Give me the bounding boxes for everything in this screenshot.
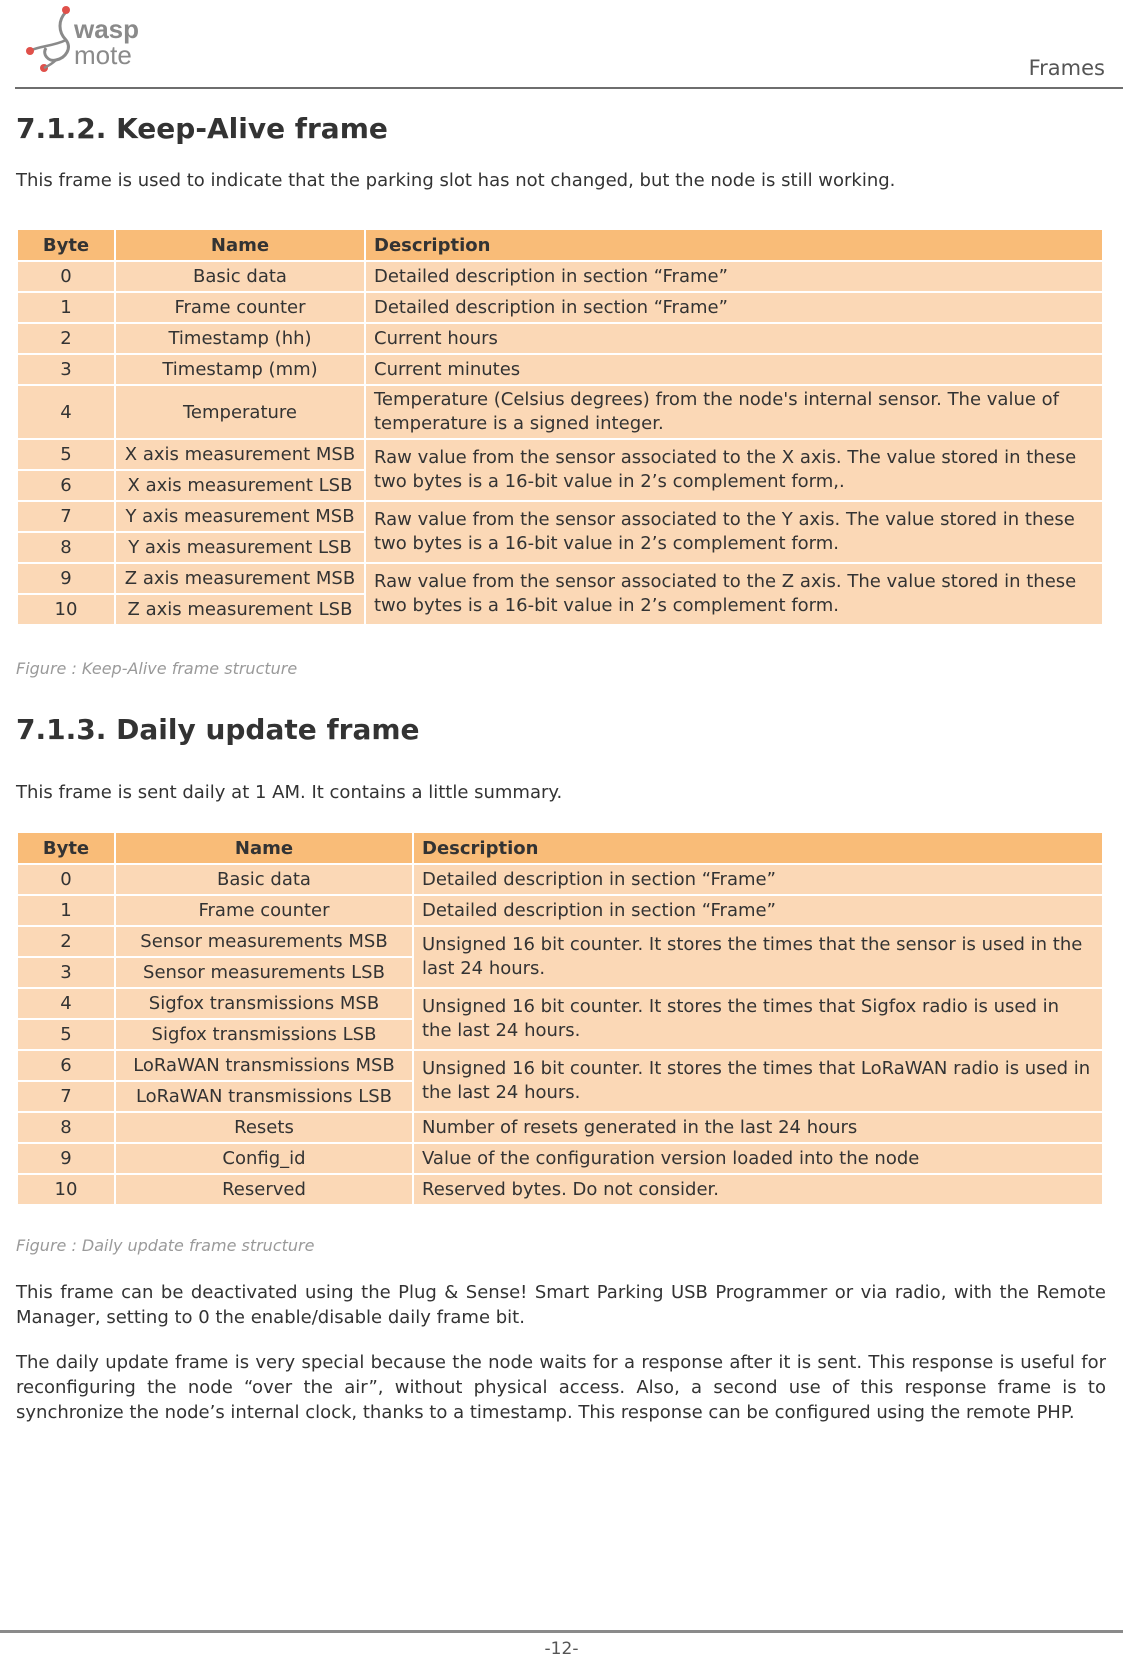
byte-cell: 3 <box>17 957 115 988</box>
page-number: -12- <box>544 1639 579 1659</box>
table-row <box>17 439 1103 470</box>
name-cell: LoRaWAN transmissions MSB <box>115 1050 413 1081</box>
byte-cell: 5 <box>17 439 115 470</box>
table-row <box>17 1143 1103 1174</box>
description-cell: Raw value from the sensor associated to the Z axis. The value stored in these two bytes is a 16-bit value in 2’s complement form. <box>365 563 1103 625</box>
byte-cell: 9 <box>17 563 115 594</box>
column-header-byte: Byte <box>17 229 115 261</box>
column-header-description: Description <box>413 832 1103 864</box>
byte-cell: 7 <box>17 1081 115 1112</box>
table-header-row <box>17 229 1103 261</box>
logo-text-bottom: mote <box>74 40 132 70</box>
table-row <box>17 354 1103 385</box>
name-cell: Frame counter <box>115 292 365 323</box>
name-cell: Sensor measurements MSB <box>115 926 413 957</box>
name-cell: Config_id <box>115 1143 413 1174</box>
description-cell: Detailed description in section “Frame” <box>413 895 1103 926</box>
daily-update-heading: 7.1.3. Daily update frame <box>16 713 420 746</box>
byte-cell: 0 <box>17 864 115 895</box>
table-row <box>17 1050 1103 1081</box>
name-cell: X axis measurement MSB <box>115 439 365 470</box>
table-row <box>17 292 1103 323</box>
column-header-name: Name <box>115 832 413 864</box>
name-cell: Timestamp (mm) <box>115 354 365 385</box>
name-cell: Sensor measurements LSB <box>115 957 413 988</box>
byte-cell: 2 <box>17 926 115 957</box>
header-divider <box>15 87 1123 89</box>
name-cell: Frame counter <box>115 895 413 926</box>
description-cell: Current minutes <box>365 354 1103 385</box>
daily-update-caption: Figure : Daily update frame structure <box>16 1236 315 1255</box>
description-cell: Reserved bytes. Do not consider. <box>413 1174 1103 1205</box>
daily-update-table <box>16 831 1104 1206</box>
description-cell: Number of resets generated in the last 24 hours <box>413 1112 1103 1143</box>
response-paragraph: The daily update frame is very special because the node waits for a response after it is sent. This response is useful for reconfiguring the node “over the air”, without physical access. Also, a second use of this response frame is to synchronize the node’s internal clock, thanks to a timestamp. This response can be configured using the remote PHP. <box>16 1352 1106 1423</box>
byte-cell: 5 <box>17 1019 115 1050</box>
byte-cell: 10 <box>17 1174 115 1205</box>
table-row <box>17 323 1103 354</box>
table-row <box>17 988 1103 1019</box>
name-cell: Z axis measurement LSB <box>115 594 365 625</box>
byte-cell: 9 <box>17 1143 115 1174</box>
description-cell: Raw value from the sensor associated to the X axis. The value stored in these two bytes is a 16-bit value in 2’s complement form,. <box>365 439 1103 501</box>
description-cell: Detailed description in section “Frame” <box>365 292 1103 323</box>
description-cell: Current hours <box>365 323 1103 354</box>
column-header-name: Name <box>115 229 365 261</box>
keep-alive-intro: This frame is used to indicate that the parking slot has not changed, but the node is still working. <box>16 170 896 191</box>
table-row <box>17 261 1103 292</box>
name-cell: LoRaWAN transmissions LSB <box>115 1081 413 1112</box>
name-cell: Y axis measurement MSB <box>115 501 365 532</box>
byte-cell: 1 <box>17 895 115 926</box>
table-row <box>17 926 1103 957</box>
waspmote-logo <box>14 2 184 80</box>
name-cell: Z axis measurement MSB <box>115 563 365 594</box>
byte-cell: 3 <box>17 354 115 385</box>
byte-cell: 0 <box>17 261 115 292</box>
table-row <box>17 385 1103 439</box>
description-cell: Unsigned 16 bit counter. It stores the times that Sigfox radio is used in the last 24 hours. <box>413 988 1103 1050</box>
name-cell: X axis measurement LSB <box>115 470 365 501</box>
byte-cell: 6 <box>17 470 115 501</box>
name-cell: Reserved <box>115 1174 413 1205</box>
name-cell: Basic data <box>115 864 413 895</box>
byte-cell: 4 <box>17 988 115 1019</box>
table-header-row <box>17 832 1103 864</box>
byte-cell: 10 <box>17 594 115 625</box>
byte-cell: 8 <box>17 1112 115 1143</box>
name-cell: Y axis measurement LSB <box>115 532 365 563</box>
description-cell: Unsigned 16 bit counter. It stores the times that the sensor is used in the last 24 hours. <box>413 926 1103 988</box>
name-cell: Resets <box>115 1112 413 1143</box>
table-row <box>17 1174 1103 1205</box>
section-name: Frames <box>1028 56 1105 80</box>
byte-cell: 8 <box>17 532 115 563</box>
byte-cell: 7 <box>17 501 115 532</box>
keep-alive-heading: 7.1.2. Keep-Alive frame <box>16 112 388 145</box>
column-header-byte: Byte <box>17 832 115 864</box>
column-header-description: Description <box>365 229 1103 261</box>
page-header <box>0 0 1123 90</box>
description-cell: Detailed description in section “Frame” <box>413 864 1103 895</box>
name-cell: Sigfox transmissions MSB <box>115 988 413 1019</box>
byte-cell: 6 <box>17 1050 115 1081</box>
keep-alive-table <box>16 228 1104 626</box>
name-cell: Sigfox transmissions LSB <box>115 1019 413 1050</box>
description-cell: Unsigned 16 bit counter. It stores the times that LoRaWAN radio is used in the last 24 hours. <box>413 1050 1103 1112</box>
byte-cell: 2 <box>17 323 115 354</box>
description-cell: Detailed description in section “Frame” <box>365 261 1103 292</box>
description-cell: Temperature (Celsius degrees) from the node's internal sensor. The value of temperature is a signed integer. <box>365 385 1103 439</box>
keep-alive-caption: Figure : Keep-Alive frame structure <box>16 659 298 678</box>
table-row <box>17 895 1103 926</box>
description-cell: Raw value from the sensor associated to the Y axis. The value stored in these two bytes is a 16-bit value in 2’s complement form. <box>365 501 1103 563</box>
description-cell: Value of the configuration version loaded into the node <box>413 1143 1103 1174</box>
table-row <box>17 501 1103 532</box>
name-cell: Temperature <box>115 385 365 439</box>
deactivation-paragraph: This frame can be deactivated using the Plug & Sense! Smart Parking USB Programmer or via radio, with the Remote Manager, setting to 0 the enable/disable daily frame bit. <box>16 1282 1106 1328</box>
table-row <box>17 563 1103 594</box>
logo-text-top: wasp <box>74 14 140 44</box>
name-cell: Timestamp (hh) <box>115 323 365 354</box>
name-cell: Basic data <box>115 261 365 292</box>
footer-divider <box>0 1630 1123 1633</box>
table-row <box>17 1112 1103 1143</box>
daily-update-intro: This frame is sent daily at 1 AM. It contains a little summary. <box>16 782 563 803</box>
byte-cell: 1 <box>17 292 115 323</box>
byte-cell: 4 <box>17 385 115 439</box>
table-row <box>17 864 1103 895</box>
